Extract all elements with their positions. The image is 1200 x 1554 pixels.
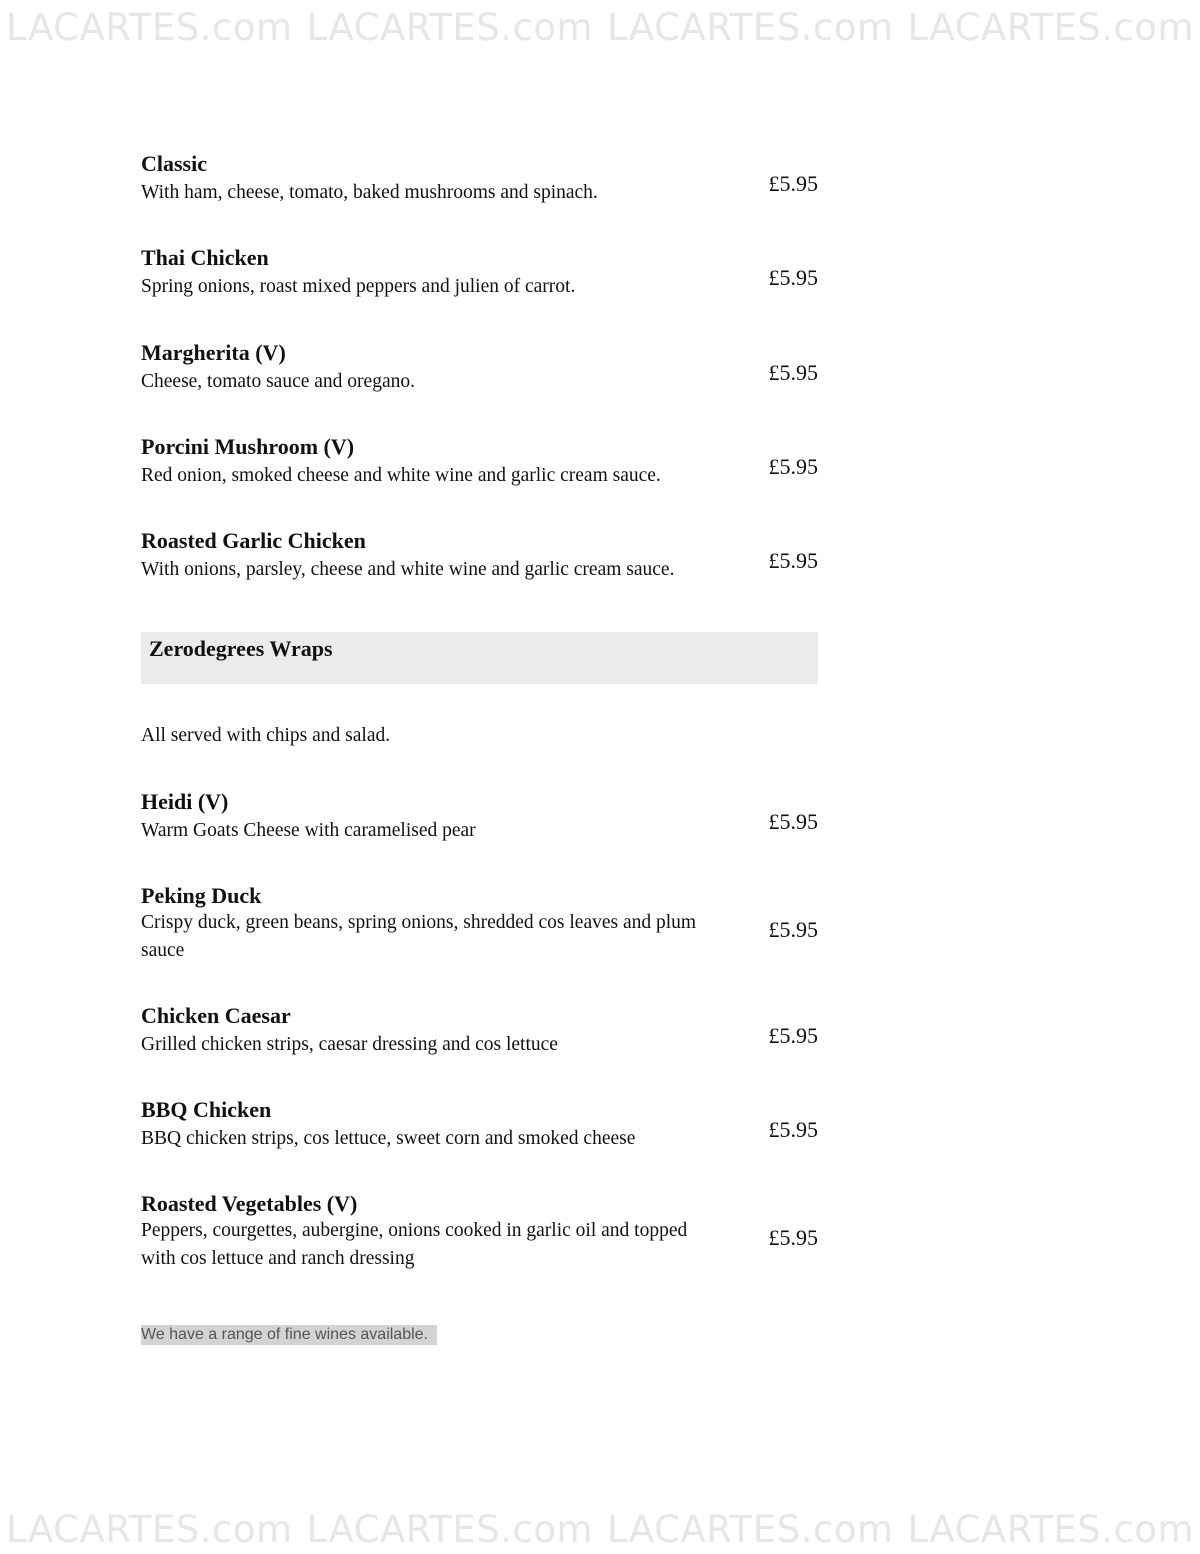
menu-item-thai-chicken — [141, 245, 818, 325]
item-name: Peking Duck — [141, 883, 262, 908]
watermark-text: LACARTES.com — [606, 1507, 894, 1551]
item-price: £5.95 — [768, 917, 818, 942]
item-price: £5.95 — [768, 809, 818, 834]
item-price: £5.95 — [768, 360, 818, 385]
watermark-text: LACARTES.com — [6, 5, 293, 49]
watermark-text: LACARTES.com — [606, 5, 894, 49]
watermark-text: LACARTES.com — [6, 1507, 293, 1551]
item-name: Classic — [141, 151, 207, 176]
wine-note: We have a range of fine wines available. — [141, 1325, 437, 1345]
item-name: Margherita (V) — [141, 340, 286, 365]
item-description: Spring onions, roast mixed peppers and julien of carrot. — [141, 276, 576, 297]
item-name: Heidi (V) — [141, 789, 229, 814]
watermark-top — [0, 2, 1200, 52]
item-price: £5.95 — [768, 171, 818, 196]
item-name: BBQ Chicken — [141, 1097, 272, 1122]
menu-item-porcini-mushroom — [141, 434, 818, 514]
item-name: Thai Chicken — [141, 245, 269, 270]
menu-item-margherita — [141, 340, 818, 420]
item-name: Porcini Mushroom (V) — [141, 434, 355, 459]
watermark-text: LACARTES.com — [306, 1507, 594, 1551]
item-description: Red onion, smoked cheese and white wine and garlic cream sauce. — [141, 465, 661, 486]
item-name: Roasted Vegetables (V) — [141, 1191, 358, 1216]
item-description: Crispy duck, green beans, spring onions, shredded cos leaves and plum sauce — [141, 912, 697, 961]
item-description: Warm Goats Cheese with caramelised pear — [141, 820, 476, 841]
menu-item-bbq-chicken — [141, 1097, 818, 1177]
item-name: Roasted Garlic Chicken — [141, 528, 366, 553]
item-description: Cheese, tomato sauce and oregano. — [141, 371, 415, 392]
item-price: £5.95 — [768, 1117, 818, 1142]
item-price: £5.95 — [768, 1225, 818, 1250]
item-description: Grilled chicken strips, caesar dressing and cos lettuce — [141, 1034, 558, 1055]
item-description: With ham, cheese, tomato, baked mushrooms and spinach. — [141, 182, 598, 203]
section-header-wraps — [141, 632, 818, 684]
section-note: All served with chips and salad. — [141, 725, 391, 746]
item-name: Chicken Caesar — [141, 1003, 291, 1028]
menu-item-chicken-caesar — [141, 1003, 818, 1083]
item-description: BBQ chicken strips, cos lettuce, sweet corn and smoked cheese — [141, 1128, 636, 1149]
item-price: £5.95 — [768, 1023, 818, 1048]
menu-item-roasted-vegetables — [141, 1191, 818, 1283]
watermark-text: LACARTES.com — [907, 1507, 1194, 1551]
item-price: £5.95 — [768, 548, 818, 573]
item-description: Peppers, courgettes, aubergine, onions cooked in garlic oil and topped with cos lettuce and ranch dressing — [141, 1220, 688, 1269]
menu-item-roasted-garlic-chicken — [141, 528, 818, 608]
item-description: With onions, parsley, cheese and white wine and garlic cream sauce. — [141, 559, 675, 580]
menu-item-heidi — [141, 789, 818, 869]
watermark-text: LACARTES.com — [306, 5, 594, 49]
item-price: £5.95 — [768, 454, 818, 479]
item-price: £5.95 — [768, 265, 818, 290]
section-title: Zerodegrees Wraps — [149, 636, 333, 661]
watermark-bottom — [0, 1504, 1200, 1554]
menu-item-peking-duck — [141, 883, 818, 975]
menu-item-classic — [141, 151, 818, 231]
watermark-text: LACARTES.com — [907, 5, 1194, 49]
